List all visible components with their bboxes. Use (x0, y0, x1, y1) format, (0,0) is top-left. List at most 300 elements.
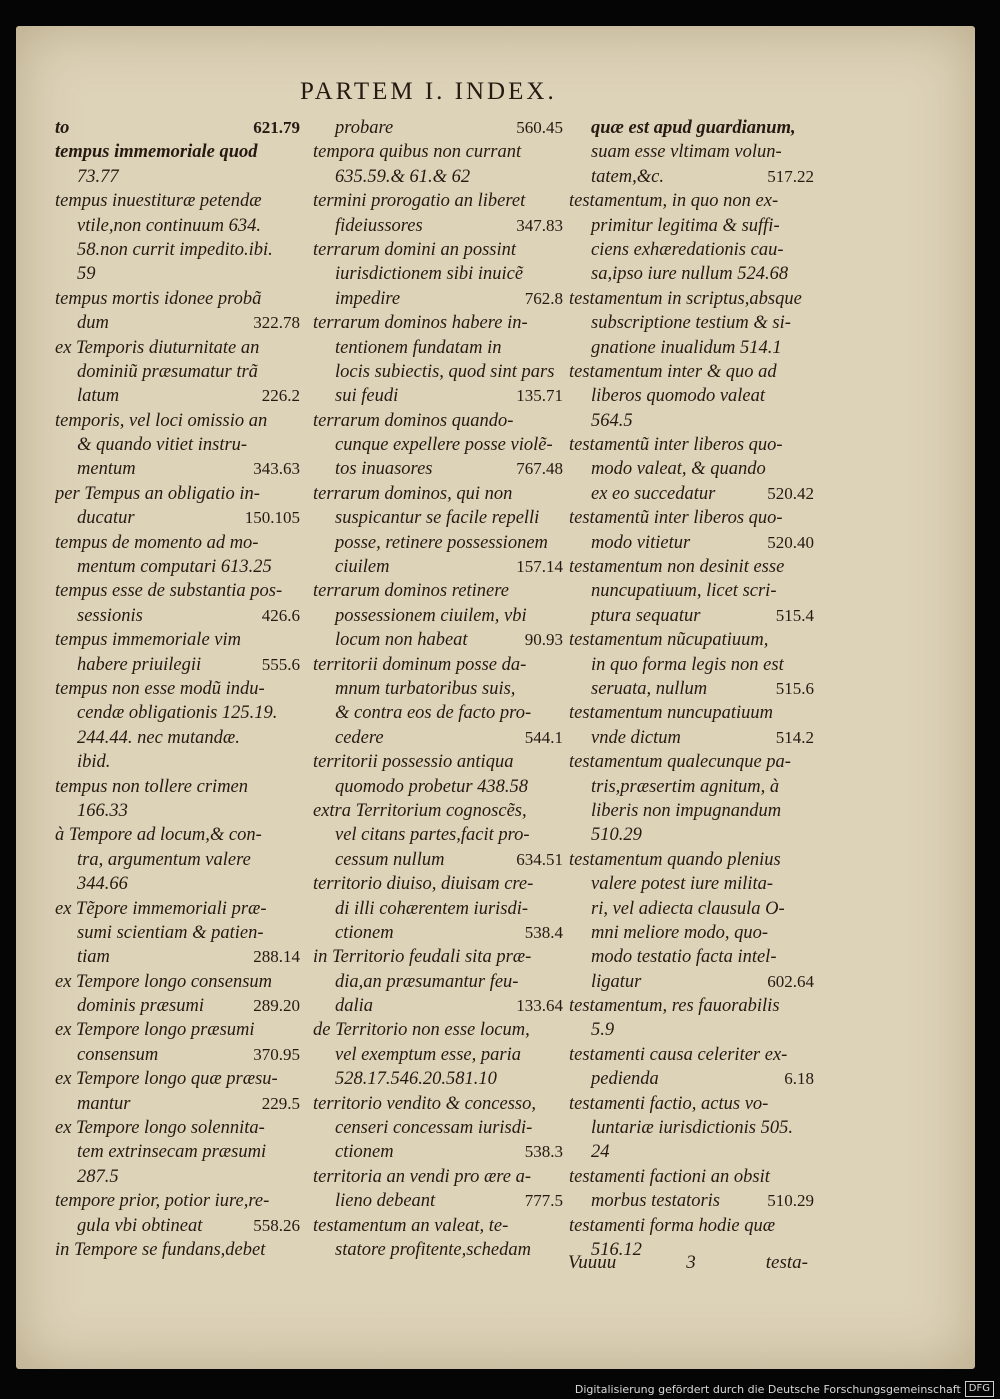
entry-text: ciens exhæredationis cau- (591, 239, 784, 260)
entry-reference-number: 538.3 (524, 1142, 563, 1162)
entry-text: 73.77 (77, 166, 119, 187)
index-entry-line (313, 726, 563, 750)
index-entry-line (313, 1018, 563, 1042)
entry-reference-number: 538.4 (524, 922, 563, 942)
index-entry-line (55, 1067, 300, 1091)
entry-text: testamentum an valeat, te- (313, 1215, 509, 1236)
entry-reference-number: 544.1 (524, 727, 563, 747)
index-entry-line (313, 311, 563, 335)
index-entry-line (569, 872, 814, 896)
entry-reference-number: 347.83 (516, 215, 563, 235)
entry-text: testamenti forma hodie quæ (569, 1215, 776, 1236)
entry-text: to (55, 118, 70, 138)
index-entry-line (313, 238, 563, 262)
entry-text: mentum computari 613.25 (77, 557, 272, 578)
index-entry-line (569, 604, 814, 628)
entry-text: 58.non currit impedito.ibi. (77, 239, 273, 260)
entry-text: lieno debeant (335, 1191, 436, 1212)
entry-text: mentum (77, 459, 136, 480)
entry-text: ducatur (77, 508, 135, 529)
index-entry-line (313, 823, 563, 847)
entry-text: subscriptione testium & si- (591, 313, 791, 334)
entry-text: cessum nullum (335, 849, 445, 870)
entry-text: ex Temporis diuturnitate an (55, 337, 260, 358)
entry-text: ciuilem (335, 557, 390, 578)
index-entry-line (55, 897, 300, 921)
signature-mark: Vuuuu (568, 1252, 617, 1273)
entry-text: testamentũ inter liberos quo- (569, 435, 783, 456)
entry-text: 564.5 (591, 410, 633, 431)
entry-text: tra, argumentum valere (77, 849, 251, 870)
index-entry-line (569, 897, 814, 921)
index-entry-line (55, 238, 300, 262)
index-entry-line (569, 1092, 814, 1116)
entry-text: tempus immemoriale vim (55, 630, 241, 651)
index-entry-line (55, 1092, 300, 1116)
index-entry-line (313, 262, 563, 286)
entry-text: ri, vel adiecta clausula O- (591, 898, 785, 919)
entry-text: testamentum inter & quo ad (569, 361, 777, 382)
entry-text: territorio diuiso, diuisam cre- (313, 874, 534, 895)
entry-text: gnatione inualidum 514.1 (591, 337, 782, 358)
index-entry-line (313, 116, 563, 140)
entry-text: terrarum dominos habere in- (313, 313, 528, 334)
index-entry-line (55, 433, 300, 457)
entry-text: 5.9 (591, 1020, 615, 1041)
entry-text: censeri concessam iurisdi- (335, 1118, 533, 1139)
index-entry-line (569, 140, 814, 164)
catchword: testa- (765, 1252, 808, 1273)
index-entry-line (313, 1140, 563, 1164)
index-entry-line (55, 506, 300, 530)
index-entry-line (313, 555, 563, 579)
entry-text: testamenti factioni an obsit (569, 1166, 770, 1187)
index-entry-line (55, 457, 300, 481)
index-entry-line (569, 287, 814, 311)
entry-text: 516.12 (591, 1239, 642, 1260)
entry-text: tempus inuestituræ petendæ (55, 191, 262, 212)
index-entry-line (313, 189, 563, 213)
page-header: PARTEM I. INDEX. (300, 78, 557, 105)
entry-text: 244.44. nec mutandæ. (77, 727, 240, 748)
entry-text: probare (335, 118, 394, 138)
entry-text: temporis, vel loci omissio an (55, 410, 268, 431)
index-entry-line (55, 921, 300, 945)
index-entry-line (55, 970, 300, 994)
index-entry-line (55, 555, 300, 579)
index-entry-line (55, 360, 300, 384)
index-entry-line (55, 214, 300, 238)
index-entry-line (569, 384, 814, 408)
entry-reference-number: 133.64 (516, 996, 563, 1016)
entry-text: terrarum domini an possint (313, 239, 517, 260)
index-entry-line (313, 1214, 563, 1238)
index-entry-line (569, 1116, 814, 1140)
entry-text: testamentum, res fauorabilis (569, 996, 780, 1017)
entry-text: ctionem (335, 922, 394, 943)
entry-reference-number: 150.105 (244, 508, 300, 528)
credit-text: Digitalisierung gefördert durch die Deutsche Forschungsgemeinschaft (574, 1382, 961, 1396)
entry-reference-number: 517.22 (767, 166, 814, 186)
entry-text: terrarum dominos quando- (313, 410, 514, 431)
entry-text: tempus non esse modũ indu- (55, 678, 265, 699)
index-entry-line (55, 579, 300, 603)
entry-text: testamenti causa celeriter ex- (569, 1044, 788, 1065)
entry-reference-number: 322.78 (253, 313, 300, 333)
entry-text: statore profitente,schedam (335, 1239, 531, 1260)
entry-text: ligatur (591, 971, 642, 992)
entry-text: testamentum, in quo non ex- (569, 191, 779, 212)
entry-text: modo testatio facta intel- (591, 947, 777, 968)
entry-reference-number: 621.79 (253, 118, 300, 137)
page-footer (568, 1252, 808, 1274)
index-entry-line (313, 1189, 563, 1213)
index-entry-line (313, 165, 563, 189)
entry-text: consensum (77, 1044, 159, 1065)
entry-text: ptura sequatur (591, 605, 701, 626)
index-entry-line (55, 482, 300, 506)
index-entry-line (55, 604, 300, 628)
index-entry-line (55, 287, 300, 311)
entry-text: ex Tẽpore immemoriali præ- (55, 898, 267, 919)
entry-text: liberos quomodo valeat (591, 386, 766, 407)
entry-text: ibid. (77, 752, 111, 773)
entry-text: termini prorogatio an liberet (313, 191, 526, 212)
entry-text: testamentũ inter liberos quo- (569, 508, 783, 529)
index-entry-line (55, 531, 300, 555)
entry-text: 510.29 (591, 825, 642, 846)
index-entry-line (313, 994, 563, 1018)
index-entry-line (569, 1165, 814, 1189)
entry-text: ex Tempore longo præsumi (55, 1020, 255, 1041)
index-entry-line (55, 701, 300, 725)
entry-text: tris,præsertim agnitum, à (591, 776, 780, 797)
entry-text: pedienda (591, 1069, 659, 1090)
entry-text: sa,ipso iure nullum 524.68 (591, 264, 789, 285)
index-entry-line (313, 775, 563, 799)
index-entry-line (55, 384, 300, 408)
index-entry-line (313, 604, 563, 628)
entry-reference-number: 135.71 (516, 386, 563, 406)
entry-text: sumi scientiam & patien- (77, 922, 264, 943)
index-entry-line (569, 945, 814, 969)
entry-text: territoria an vendi pro ære a- (313, 1166, 532, 1187)
entry-text: suam esse vltimam volun- (591, 142, 782, 163)
index-entry-line (313, 653, 563, 677)
entry-text: locum non habeat (335, 630, 468, 651)
index-entry-line (313, 1165, 563, 1189)
entry-text: valere potest iure milita- (591, 874, 774, 895)
index-entry-line (569, 653, 814, 677)
index-entry-line (569, 214, 814, 238)
index-column-3 (569, 116, 814, 1262)
index-entry-line (313, 579, 563, 603)
entry-reference-number: 426.6 (261, 605, 300, 625)
index-entry-line (313, 360, 563, 384)
entry-reference-number: 157.14 (516, 557, 563, 577)
index-entry-line (55, 336, 300, 360)
index-entry-line (569, 701, 814, 725)
entry-text: vel exemptum esse, paria (335, 1044, 521, 1065)
index-entry-line (55, 262, 300, 286)
entry-text: testamentum quando plenius (569, 849, 781, 870)
entry-text: testamentum qualecunque pa- (569, 752, 791, 773)
index-entry-line (569, 165, 814, 189)
index-entry-line (313, 457, 563, 481)
index-entry-line (569, 262, 814, 286)
index-entry-line (55, 872, 300, 896)
entry-text: suspicantur se facile repelli (335, 508, 540, 529)
entry-text: ex Tempore longo quæ præsu- (55, 1069, 278, 1090)
entry-text: terrarum dominos, qui non (313, 483, 513, 504)
entry-text: ctionem (335, 1142, 394, 1163)
index-entry-line (313, 1238, 563, 1262)
index-entry-line (569, 360, 814, 384)
entry-text: dia,an præsumantur feu- (335, 971, 519, 992)
index-entry-line (313, 384, 563, 408)
entry-text: 287.5 (77, 1166, 119, 1187)
entry-text: iurisdictionem sibi inuicẽ (335, 264, 524, 285)
index-entry-line (55, 1018, 300, 1042)
index-entry-line (55, 1116, 300, 1140)
index-entry-line (55, 409, 300, 433)
entry-text: in quo forma legis non est (591, 654, 784, 675)
index-entry-line (313, 1043, 563, 1067)
entry-text: ex Tempore longo consensum (55, 971, 273, 992)
entry-text: impedire (335, 288, 401, 309)
entry-text: seruata, nullum (591, 678, 708, 699)
entry-text: sui feudi (335, 386, 399, 407)
entry-text: tiam (77, 947, 110, 968)
entry-text: territorii possessio antiqua (313, 752, 514, 773)
index-entry-line (313, 140, 563, 164)
entry-reference-number: 515.4 (775, 605, 814, 625)
entry-text: dum (77, 313, 109, 334)
index-entry-line (569, 311, 814, 335)
entry-text: testamentum non desinit esse (569, 557, 785, 578)
index-entry-line (55, 165, 300, 189)
index-entry-line (569, 116, 814, 140)
index-entry-line (313, 287, 563, 311)
index-entry-line (313, 1067, 563, 1091)
entry-reference-number: 520.42 (767, 483, 814, 503)
entry-text: territorio vendito & concesso, (313, 1093, 536, 1114)
index-entry-line (55, 1238, 300, 1262)
entry-reference-number: 90.93 (524, 630, 563, 650)
entry-reference-number: 762.8 (524, 288, 563, 308)
dfg-logo: DFG (965, 1381, 994, 1397)
entry-reference-number: 343.63 (253, 459, 300, 479)
index-entry-line (569, 457, 814, 481)
entry-reference-number: 515.6 (775, 678, 814, 698)
index-entry-line (313, 628, 563, 652)
entry-reference-number: 634.51 (516, 849, 563, 869)
index-entry-line (55, 823, 300, 847)
index-entry-line (569, 1140, 814, 1164)
index-entry-line (569, 506, 814, 530)
index-entry-line (55, 775, 300, 799)
entry-reference-number: 520.40 (767, 532, 814, 552)
index-entry-line (569, 433, 814, 457)
entry-text: mnum turbatoribus suis, (335, 678, 516, 699)
index-entry-line (55, 799, 300, 823)
entry-text: & contra eos de facto pro- (335, 703, 532, 724)
entry-text: nuncupatiuum, licet scri- (591, 581, 777, 602)
entry-text: quomodo probetur 438.58 (335, 776, 529, 797)
entry-text: di illi cohærentem iurisdi- (335, 898, 529, 919)
entry-text: possessionem ciuilem, vbi (335, 605, 527, 626)
index-entry-line (313, 799, 563, 823)
index-entry-line (55, 677, 300, 701)
entry-text: de Territorio non esse locum, (313, 1020, 530, 1041)
index-entry-line (313, 482, 563, 506)
entry-text: vnde dictum (591, 727, 681, 748)
index-entry-line (55, 1189, 300, 1213)
index-entry-line (569, 1043, 814, 1067)
index-entry-line (569, 750, 814, 774)
entry-text: 24 (591, 1142, 610, 1163)
entry-text: tempore prior, potior iure,re- (55, 1191, 270, 1212)
entry-text: tempus esse de substantia pos- (55, 581, 283, 602)
index-entry-line (569, 482, 814, 506)
entry-text: tempus immemoriale quod (55, 142, 258, 163)
entry-text: sessionis (77, 605, 143, 626)
index-entry-line (569, 336, 814, 360)
index-entry-line (313, 848, 563, 872)
index-entry-line (313, 1092, 563, 1116)
entry-text: & quando vitiet instru- (77, 435, 248, 456)
entry-text: tempus mortis idonee probã (55, 288, 262, 309)
index-entry-line (55, 750, 300, 774)
entry-text: locis subiectis, quod sint pars (335, 361, 555, 382)
entry-text: latum (77, 386, 120, 407)
index-entry-line (569, 970, 814, 994)
entry-text: ex Tempore longo solennita- (55, 1118, 265, 1139)
index-entry-line (55, 848, 300, 872)
index-entry-line (569, 799, 814, 823)
index-entry-line (313, 336, 563, 360)
entry-text: tem extrinsecam præsumi (77, 1142, 267, 1163)
entry-text: gula vbi obtineat (77, 1215, 203, 1236)
index-entry-line (569, 555, 814, 579)
index-entry-line (55, 1165, 300, 1189)
entry-text: vel citans partes,facit pro- (335, 825, 530, 846)
entry-reference-number: 289.20 (253, 996, 300, 1016)
index-column-2 (313, 116, 563, 1262)
index-entry-line (313, 872, 563, 896)
entry-text: extra Territorium cognoscẽs, (313, 800, 527, 821)
index-entry-line (313, 897, 563, 921)
entry-text: terrarum dominos retinere (313, 581, 509, 602)
entry-text: fideiussores (335, 215, 423, 236)
entry-reference-number: 602.64 (767, 971, 814, 991)
entry-text: dominiũ præsumatur trã (77, 361, 258, 382)
index-entry-line (569, 1018, 814, 1042)
index-entry-line (313, 921, 563, 945)
index-entry-line (313, 214, 563, 238)
entry-text: ex eo succedatur (591, 483, 716, 504)
index-entry-line (55, 116, 300, 140)
index-entry-line (313, 409, 563, 433)
index-entry-line (569, 1067, 814, 1091)
index-entry-line (55, 726, 300, 750)
index-entry-line (569, 726, 814, 750)
index-entry-line (55, 1214, 300, 1238)
entry-text: testamentum nuncupatiuum (569, 703, 773, 724)
entry-text: testamentum nũcupatiuum, (569, 630, 769, 651)
index-entry-line (55, 945, 300, 969)
entry-text: tentionem fundatam in (335, 337, 502, 358)
index-entry-line (55, 653, 300, 677)
entry-text: quæ est apud guardianum, (591, 118, 796, 138)
entry-text: tempus de momento ad mo- (55, 532, 259, 553)
index-entry-line (313, 433, 563, 457)
index-entry-line (55, 1043, 300, 1067)
entry-text: tos inuasores (335, 459, 433, 480)
index-column-1 (55, 116, 300, 1262)
entry-reference-number: 229.5 (261, 1093, 300, 1113)
index-entry-line (569, 238, 814, 262)
entry-reference-number: 560.45 (516, 118, 563, 137)
index-entry-line (55, 628, 300, 652)
entry-reference-number: 767.48 (516, 459, 563, 479)
entry-text: in Tempore se fundans,debet (55, 1239, 266, 1260)
entry-text: 528.17.546.20.581.10 (335, 1069, 497, 1090)
index-entry-line (313, 750, 563, 774)
index-entry-line (313, 701, 563, 725)
entry-text: modo valeat, & quando (591, 459, 766, 480)
entry-text: habere priuilegii (77, 654, 202, 675)
index-entry-line (569, 677, 814, 701)
index-entry-line (313, 677, 563, 701)
index-entry-line (569, 579, 814, 603)
entry-text: cedere (335, 727, 384, 748)
index-entry-line (313, 970, 563, 994)
signature-number: 3 (686, 1252, 696, 1273)
entry-reference-number: 777.5 (524, 1191, 563, 1211)
entry-text: mni meliore modo, quo- (591, 922, 769, 943)
entry-reference-number: 510.29 (767, 1191, 814, 1211)
entry-text: à Tempore ad locum,& con- (55, 825, 262, 846)
entry-text: cunque expellere posse violẽ- (335, 435, 553, 456)
index-entry-line (569, 1189, 814, 1213)
entry-text: dalia (335, 996, 374, 1017)
entry-text: testamentum in scriptus,absque (569, 288, 802, 309)
entry-text: 166.33 (77, 800, 128, 821)
entry-text: 59 (77, 264, 96, 285)
index-entry-line (313, 531, 563, 555)
index-entry-line (313, 506, 563, 530)
index-entry-line (569, 775, 814, 799)
entry-text: cendæ obligationis 125.19. (77, 703, 278, 724)
entry-text: tatem,&c. (591, 166, 664, 187)
entry-text: territorii dominum posse da- (313, 654, 527, 675)
index-entry-line (569, 531, 814, 555)
entry-text: in Territorio feudali sita præ- (313, 947, 532, 968)
index-entry-line (55, 1140, 300, 1164)
entry-text: 344.66 (77, 874, 128, 895)
index-entry-line (569, 628, 814, 652)
index-entry-line (55, 189, 300, 213)
index-entry-line (55, 140, 300, 164)
index-entry-line (55, 994, 300, 1018)
entry-reference-number: 555.6 (261, 654, 300, 674)
entry-text: primitur legitima & suffi- (591, 215, 780, 236)
index-entry-line (313, 945, 563, 969)
entry-text: modo vitietur (591, 532, 691, 553)
index-entry-line (569, 823, 814, 847)
index-entry-line (569, 848, 814, 872)
